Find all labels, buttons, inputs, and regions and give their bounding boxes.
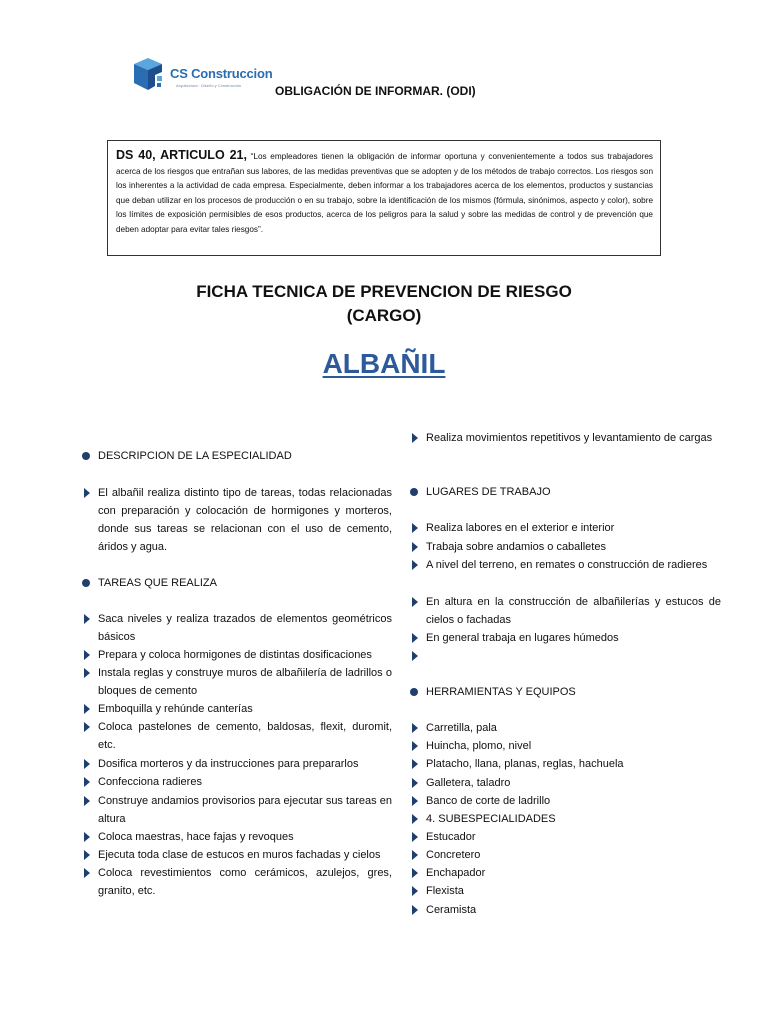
list-item: Emboquilla y rehúnde canterías — [82, 700, 392, 718]
section-heading: TAREAS QUE REALIZA — [82, 574, 392, 592]
triangle-bullet-icon — [412, 832, 418, 842]
circle-bullet-icon — [82, 452, 90, 460]
list-item: Realiza movimientos repetitivos y levantamiento de cargas — [410, 429, 721, 447]
document-label: OBLIGACIÓN DE INFORMAR. (ODI) — [275, 84, 476, 98]
triangle-bullet-icon — [412, 542, 418, 552]
triangle-bullet-icon — [412, 633, 418, 643]
list-item: Coloca pastelones de cemento, baldosas, flexit, duromit, etc. — [82, 718, 392, 754]
list-item: Trabaja sobre andamios o caballetes — [410, 538, 721, 556]
list-item: Carretilla, pala — [410, 719, 721, 737]
triangle-bullet-icon — [412, 796, 418, 806]
cube-logo-icon — [128, 56, 168, 96]
list-item: Ceramista — [410, 901, 721, 919]
triangle-bullet-icon — [412, 868, 418, 878]
list-item: Confecciona radieres — [82, 773, 392, 791]
list-item: Coloca maestras, hace fajas y revoques — [82, 828, 392, 846]
section-heading: HERRAMIENTAS Y EQUIPOS — [410, 683, 721, 701]
section-heading: LUGARES DE TRABAJO — [410, 483, 721, 501]
list-item: El albañil realiza distinto tipo de tareas, todas relacionadas con preparación y colocación de hormigones y morteros, donde sus tareas se relacionan con el uso de cemento, áridos y agua. — [82, 484, 392, 556]
list-item: Huincha, plomo, nivel — [410, 737, 721, 755]
triangle-bullet-icon — [412, 741, 418, 751]
triangle-bullet-icon — [84, 777, 90, 787]
list-item: Realiza labores en el exterior e interior — [410, 519, 721, 537]
triangle-bullet-icon — [84, 759, 90, 769]
triangle-bullet-icon — [412, 905, 418, 915]
triangle-bullet-icon — [84, 832, 90, 842]
list-item: Estucador — [410, 828, 721, 846]
list-item: Ejecuta toda clase de estucos en muros fachadas y cielos — [82, 846, 392, 864]
list-item: En general trabaja en lugares húmedos — [410, 629, 721, 647]
page-title: FICHA TECNICA DE PREVENCION DE RIESGO — [196, 282, 572, 301]
list-item: Prepara y coloca hormigones de distintas dosificaciones — [82, 646, 392, 664]
triangle-bullet-icon — [84, 796, 90, 806]
list-item: Saca niveles y realiza trazados de elementos geométricos básicos — [82, 610, 392, 646]
list-item: Dosifica morteros y da instrucciones para prepararlos — [82, 755, 392, 773]
triangle-bullet-icon — [412, 523, 418, 533]
list-item: Coloca revestimientos como cerámicos, azulejos, gres, granito, etc. — [82, 864, 392, 900]
triangle-bullet-icon — [84, 488, 90, 498]
triangle-bullet-icon — [84, 722, 90, 732]
triangle-bullet-icon — [412, 850, 418, 860]
triangle-bullet-icon — [84, 868, 90, 878]
legal-quote-box — [107, 140, 661, 256]
triangle-bullet-icon — [84, 668, 90, 678]
triangle-bullet-icon — [412, 651, 418, 661]
triangle-bullet-icon — [412, 560, 418, 570]
list-item: Instala reglas y construye muros de albañilería de ladrillos o bloques de cemento — [82, 664, 392, 700]
circle-bullet-icon — [410, 688, 418, 696]
list-item: Platacho, llana, planas, reglas, hachuela — [410, 755, 721, 773]
list-item: Construye andamios provisorios para ejecutar sus tareas en altura — [82, 792, 392, 828]
role-title-text: ALBAÑIL — [322, 348, 446, 379]
triangle-bullet-icon — [412, 723, 418, 733]
triangle-bullet-icon — [84, 704, 90, 714]
triangle-bullet-icon — [412, 759, 418, 769]
company-logo — [128, 56, 273, 96]
triangle-bullet-icon — [84, 850, 90, 860]
list-item: A nivel del terreno, en remates o construcción de radieres — [410, 556, 721, 574]
quote-lead: DS 40, ARTICULO 21, — [116, 148, 247, 162]
list-item: En altura en la construcción de albañilerías y estucos de cielos o fachadas — [410, 593, 721, 629]
triangle-bullet-icon — [412, 433, 418, 443]
list-item: Galletera, taladro — [410, 774, 721, 792]
triangle-bullet-icon — [412, 778, 418, 788]
quote-text: “Los empleadores tienen la obligación de informar oportuna y convenientemente a todos sus trabajadores acerca de los riesgos que entrañan sus labores, de las medidas preventivas que se adopten y de los métodos de trabajo correctos. Los riesgos son los inherentes a la actividad de cada empresa. Especialmente, deben informar a los trabajadores acerca de los elementos, productos y sustancias que deban utilizar en los procesos de producción o en su trabajo, sobre la identificación de los mismos (fórmula, sinónimos, aspecto y color), sobre los límites de exposición permisibles de esos productos, acerca de los peligros para la salud y sobre las medidas de control y de prevención que deben adoptar para evitar tales riesgos”. — [116, 152, 653, 234]
page-subtitle: (CARGO) — [346, 306, 422, 325]
list-item: 4. SUBESPECIALIDADES — [410, 810, 721, 828]
role-title — [0, 348, 768, 380]
brand-tagline: Arquitectura · Diseño y Construcción — [176, 83, 242, 88]
list-item: Banco de corte de ladrillo — [410, 792, 721, 810]
triangle-bullet-icon — [412, 886, 418, 896]
triangle-bullet-icon — [84, 650, 90, 660]
section-heading: DESCRIPCION DE LA ESPECIALIDAD — [82, 447, 392, 465]
list-item: Flexista — [410, 882, 721, 900]
list-item: Enchapador — [410, 864, 721, 882]
triangle-bullet-icon — [412, 597, 418, 607]
triangle-bullet-icon — [84, 614, 90, 624]
triangle-bullet-icon — [412, 814, 418, 824]
circle-bullet-icon — [82, 579, 90, 587]
circle-bullet-icon — [410, 488, 418, 496]
list-item: Concretero — [410, 846, 721, 864]
brand-name: CS Construccion — [170, 66, 273, 81]
